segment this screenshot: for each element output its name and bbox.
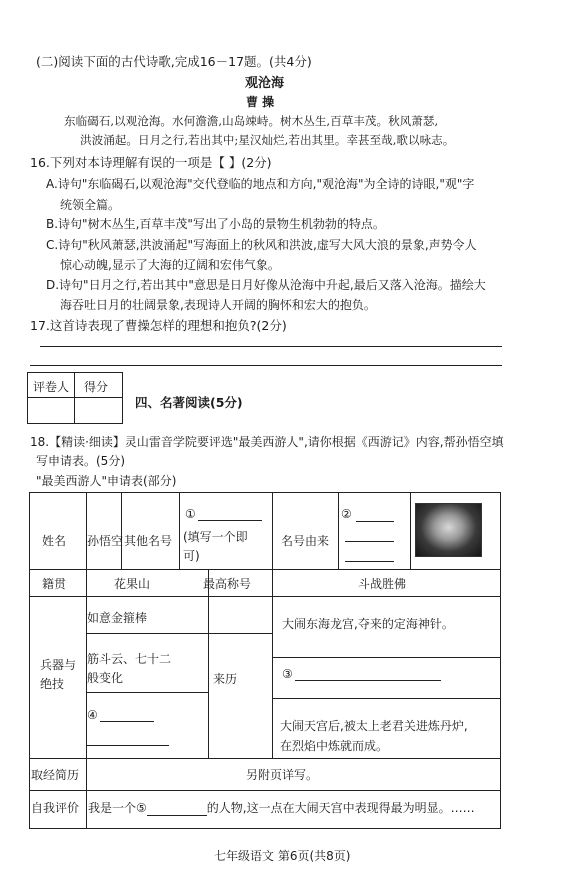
blank-2-number: ② xyxy=(341,507,352,521)
aliases-label: 其他名号 xyxy=(124,534,173,548)
option-a-cont: 统领全篇。 xyxy=(60,198,121,212)
question-18-stem-cont: 写申请表。(5分) xyxy=(36,454,125,468)
hometown-label: 籍贯 xyxy=(42,577,67,591)
section-heading: 四、名著阅读(5分) xyxy=(135,395,243,410)
blank-1-line[interactable] xyxy=(198,520,262,521)
option-b: B.诗句"树木丛生,百草丰茂"写出了小岛的景物生机勃勃的特点。 xyxy=(46,217,385,231)
blank-1-number: ① xyxy=(185,507,262,521)
option-a: A.诗句"东临碣石,以观沧海"交代登临的地点和方向,"观沧海"为全诗的诗眼,"观"字 xyxy=(46,177,475,191)
self-eval-text: 我是一个⑤ 的人物,这一点在大闹天宫中表现得最为明显。…… xyxy=(88,801,475,815)
experience-value: 另附页详写。 xyxy=(246,768,319,782)
score-label: 得分 xyxy=(84,380,109,394)
blank-4-line[interactable] xyxy=(87,745,169,746)
skill: 般变化 xyxy=(87,671,124,685)
hometown-value: 花果山 xyxy=(114,577,151,591)
origin-label: 名号由来 xyxy=(281,534,330,548)
answer-line xyxy=(30,365,502,366)
blank-2-line[interactable] xyxy=(345,561,394,562)
source-1: 大闹东海龙宫,夺来的定海神针。 xyxy=(282,617,454,631)
blank-3-line[interactable] xyxy=(295,680,441,681)
skill: 筋斗云、七十二 xyxy=(87,652,172,666)
source-3: 大闹天宫后,被太上老君关进炼丹炉, xyxy=(280,719,468,733)
poem-author: 曹 操 xyxy=(246,95,275,109)
question-17-stem: 17.这首诗表现了曹操怎样的理想和抱负?(2分) xyxy=(30,318,287,333)
weapons-label: 兵器与 xyxy=(40,658,77,672)
blank-2-line[interactable] xyxy=(356,521,394,522)
option-d-cont: 海吞吐日月的壮阔景象,表现诗人开阔的胸怀和宏大的抱负。 xyxy=(60,298,376,312)
top-title-value: 斗战胜佛 xyxy=(358,577,407,591)
poem-line: 东临碣石,以观沧海。水何澹澹,山岛竦峙。树木丛生,百草丰茂。秋风萧瑟, xyxy=(64,114,439,128)
source-3: 在烈焰中炼就而成。 xyxy=(280,739,389,753)
blank-3-number: ③ xyxy=(282,667,441,681)
blank-1-hint: 可) xyxy=(183,549,200,563)
weapon-1: 如意金箍棒 xyxy=(87,611,148,625)
blank-1-hint: (填写一个即 xyxy=(183,530,248,544)
section-heading: (二)阅读下面的古代诗歌,完成16－17题。(共4分) xyxy=(36,54,312,69)
option-d: D.诗句"日月之行,若出其中"意思是日月好像从沧海中升起,最后又落入沧海。描绘大 xyxy=(46,278,486,292)
blank-2-line[interactable] xyxy=(345,541,394,542)
monkey-king-portrait xyxy=(415,503,482,557)
option-c-cont: 惊心动魄,显示了大海的辽阔和宏伟气象。 xyxy=(60,258,280,272)
page-footer: 七年级语文 第6页(共8页) xyxy=(214,849,351,863)
poem-title: 观沧海 xyxy=(245,76,285,91)
table-caption: "最美西游人"申请表(部分) xyxy=(36,474,177,488)
top-title-label: 最高称号 xyxy=(203,577,252,591)
answer-line xyxy=(40,346,502,347)
blank-4-number: ④ xyxy=(87,708,154,722)
self-eval-label: 自我评价 xyxy=(31,801,80,815)
question-16-stem: 16.下列对本诗理解有误的一项是【 】(2分) xyxy=(30,155,272,170)
source-label: 来历 xyxy=(213,672,238,686)
poem-line: 洪波涌起。日月之行,若出其中;星汉灿烂,若出其里。幸甚至哉,歌以咏志。 xyxy=(80,133,455,147)
question-18-stem: 18.【精读·细读】灵山雷音学院要评选"最美西游人",请你根据《西游记》内容,帮孙悟空填 xyxy=(30,435,504,449)
experience-label: 取经简历 xyxy=(31,768,80,782)
name-value: 孙悟空 xyxy=(87,534,124,548)
name-label: 姓名 xyxy=(42,534,67,548)
weapons-label: 绝技 xyxy=(40,677,65,691)
option-c: C.诗句"秋风萧瑟,洪波涌起"写海面上的秋风和洪波,虚写大风大浪的景象,声势令人 xyxy=(46,238,477,252)
blank-4-line[interactable] xyxy=(100,721,154,722)
reviewer-label: 评卷人 xyxy=(33,380,70,394)
blank-5-line[interactable] xyxy=(147,815,207,816)
grading-box xyxy=(27,372,123,424)
